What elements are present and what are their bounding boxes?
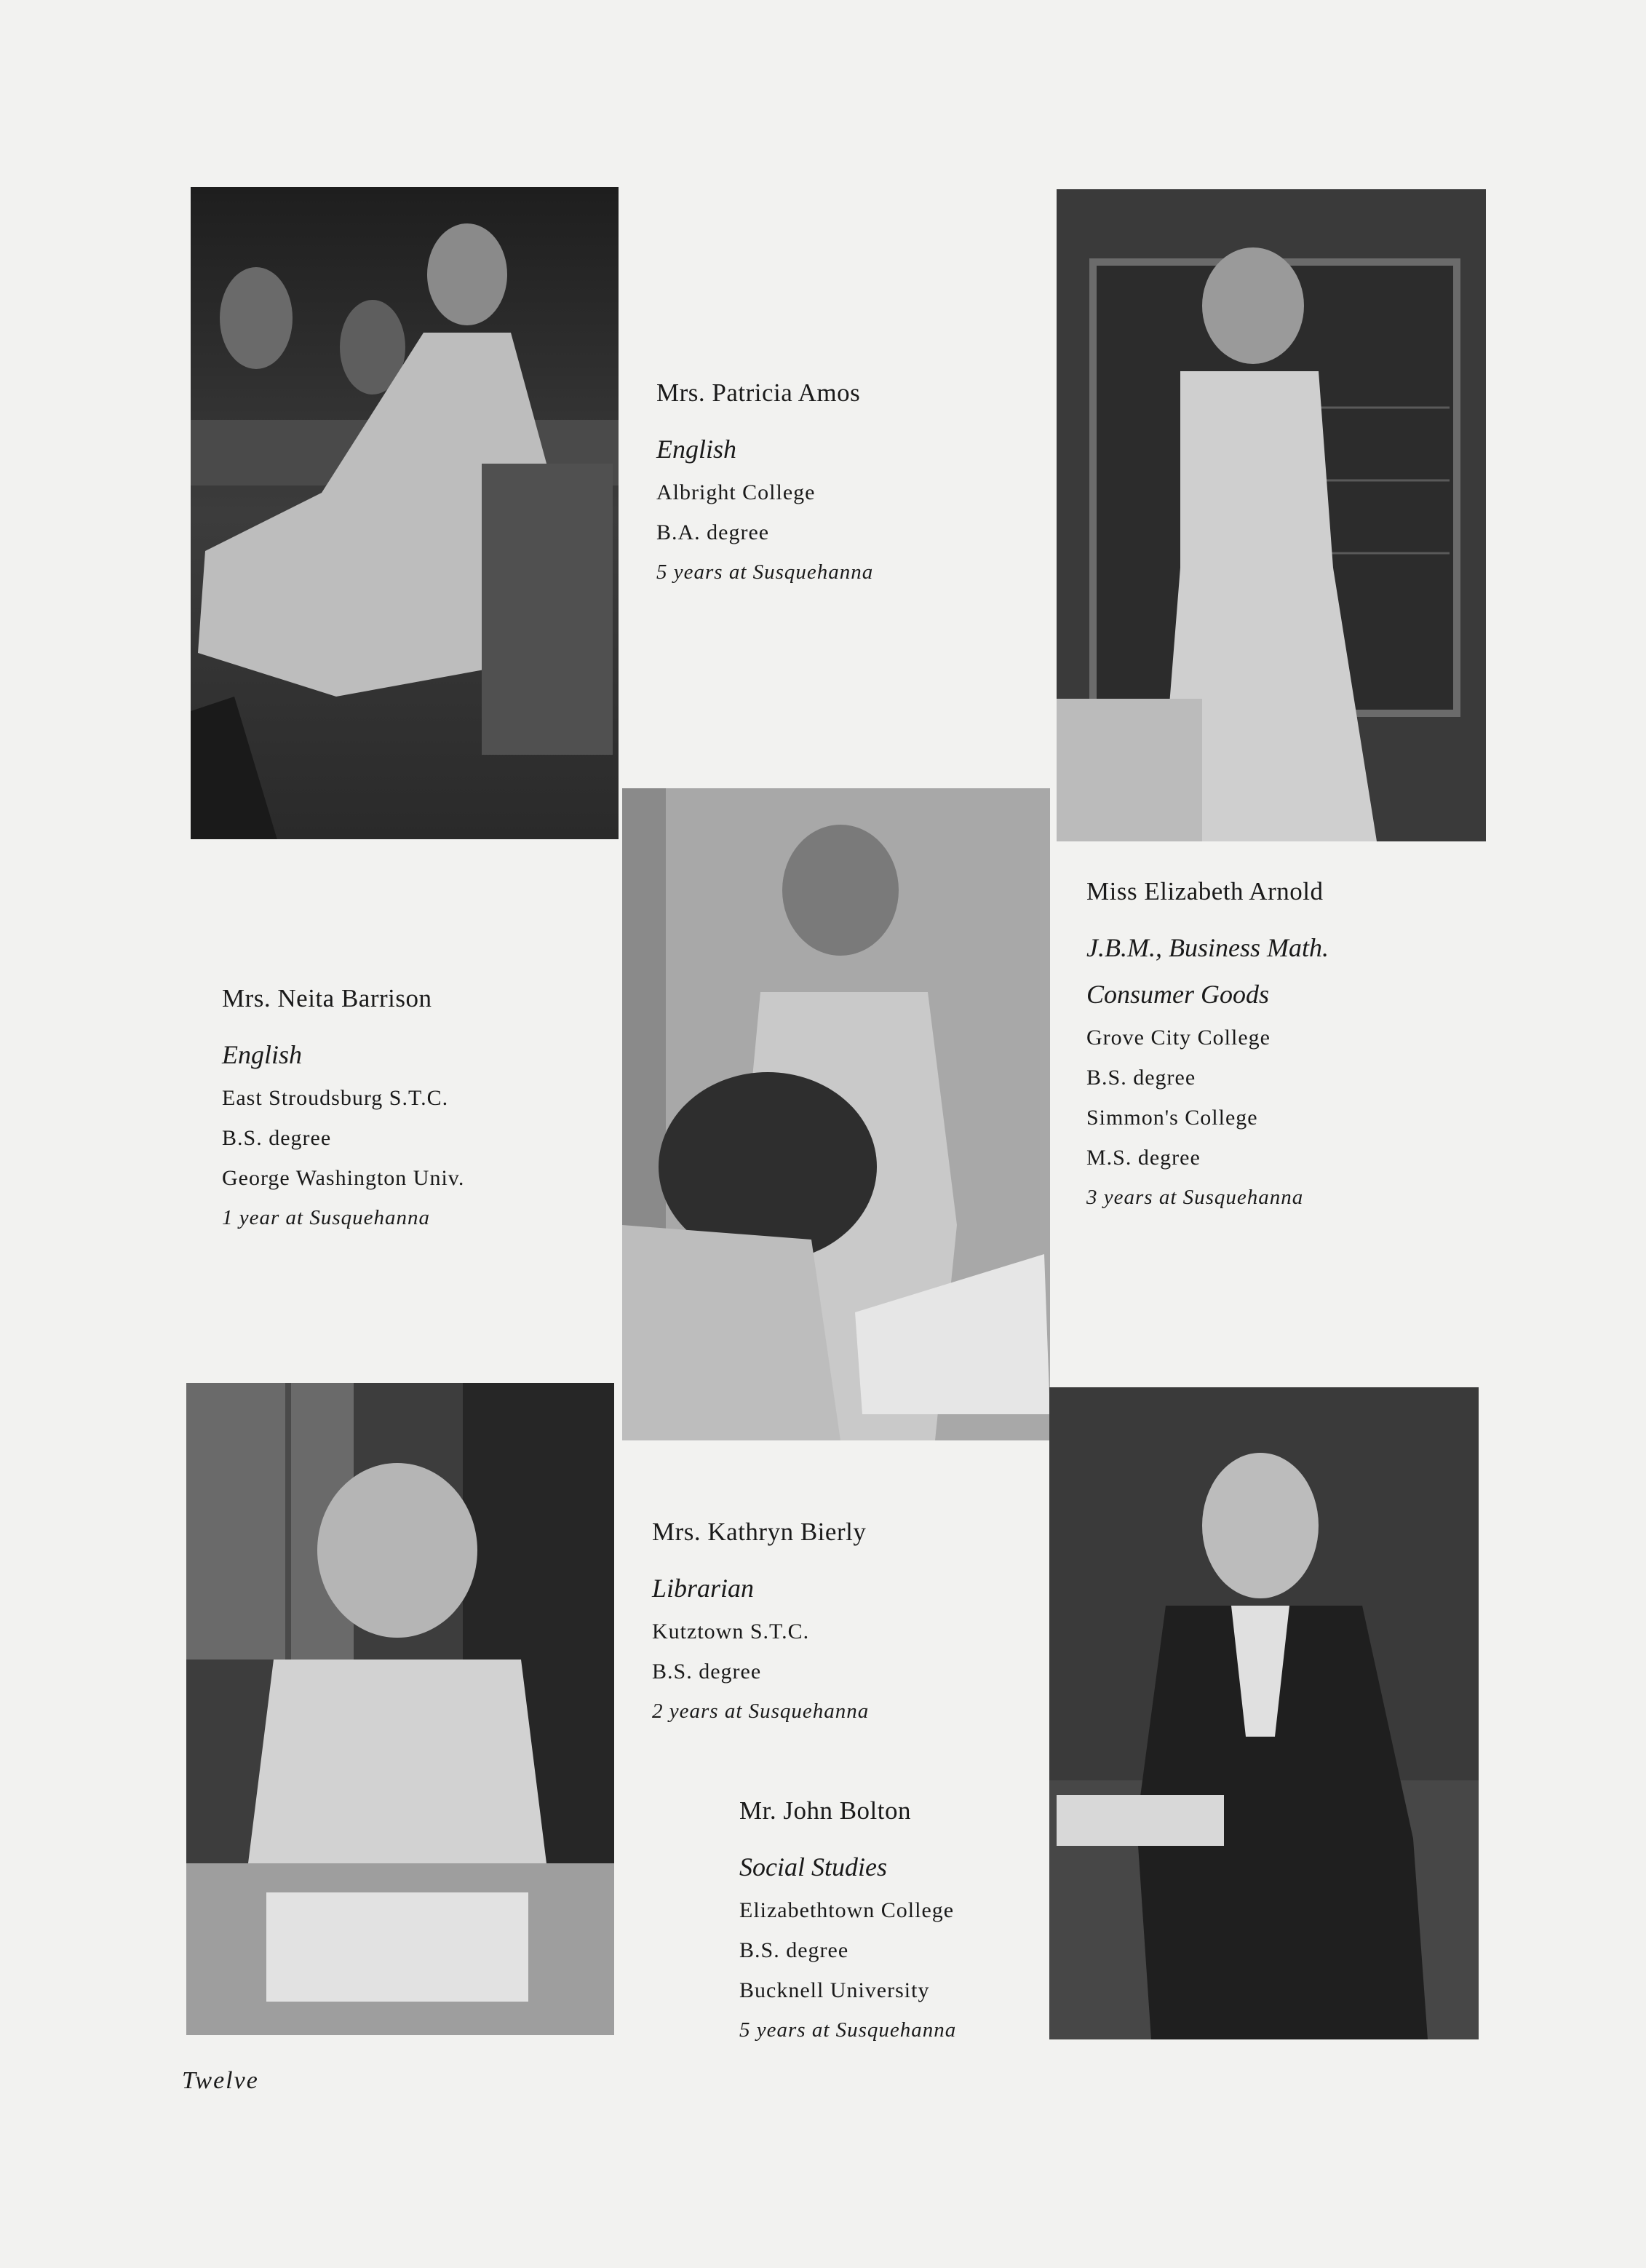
caption-barrison xyxy=(222,973,464,1238)
faculty-detail: East Stroudsburg S.T.C. xyxy=(222,1086,449,1110)
caption-amos xyxy=(656,368,873,592)
faculty-name: Mrs. Neita Barrison xyxy=(222,984,432,1012)
faculty-years: 5 years at Susquehanna xyxy=(739,2018,957,2042)
photo-arnold-image xyxy=(1057,189,1486,841)
faculty-detail: Kutztown S.T.C. xyxy=(652,1619,810,1643)
faculty-years: 3 years at Susquehanna xyxy=(1086,1186,1304,1209)
photo-bierly xyxy=(186,1383,614,2035)
caption-arnold xyxy=(1086,866,1329,1218)
photo-bierly-image xyxy=(186,1383,614,2035)
faculty-detail: B.S. degree xyxy=(1086,1066,1196,1090)
faculty-detail: B.S. degree xyxy=(652,1660,762,1684)
faculty-detail: B.S. degree xyxy=(222,1126,332,1150)
faculty-name: Miss Elizabeth Arnold xyxy=(1086,877,1324,905)
faculty-detail: Albright College xyxy=(656,480,816,504)
photo-arnold xyxy=(1057,189,1486,841)
caption-bierly xyxy=(652,1507,869,1732)
faculty-detail: M.S. degree xyxy=(1086,1146,1201,1170)
faculty-detail: B.A. degree xyxy=(656,520,770,544)
photo-bolton-image xyxy=(1049,1387,1479,2039)
faculty-detail: Grove City College xyxy=(1086,1026,1271,1050)
faculty-years: 2 years at Susquehanna xyxy=(652,1700,870,1723)
faculty-detail: Bucknell University xyxy=(739,1978,930,2002)
faculty-years: 5 years at Susquehanna xyxy=(656,560,874,584)
faculty-subject: Librarian xyxy=(652,1574,755,1603)
faculty-subject: J.B.M., Business Math. xyxy=(1086,933,1329,962)
faculty-subject: English xyxy=(222,1040,303,1069)
faculty-detail: B.S. degree xyxy=(739,1938,849,1962)
faculty-years: 1 year at Susquehanna xyxy=(222,1206,430,1229)
photo-amos xyxy=(191,187,619,839)
faculty-subject: English xyxy=(656,435,737,464)
faculty-subject: Consumer Goods xyxy=(1086,980,1270,1009)
faculty-subject: Social Studies xyxy=(739,1852,887,1882)
faculty-detail: Elizabethtown College xyxy=(739,1898,955,1922)
photo-amos-image xyxy=(191,187,619,839)
faculty-detail: George Washington Univ. xyxy=(222,1166,465,1190)
photo-barrison xyxy=(622,788,1050,1440)
photo-bolton xyxy=(1049,1387,1479,2039)
faculty-name: Mrs. Kathryn Bierly xyxy=(652,1518,867,1546)
faculty-name: Mr. John Bolton xyxy=(739,1796,912,1825)
caption-bolton xyxy=(739,1785,956,2050)
page-number: Twelve xyxy=(182,2067,259,2094)
photo-barrison-image xyxy=(622,788,1050,1440)
faculty-name: Mrs. Patricia Amos xyxy=(656,378,861,407)
faculty-detail: Simmon's College xyxy=(1086,1106,1258,1130)
